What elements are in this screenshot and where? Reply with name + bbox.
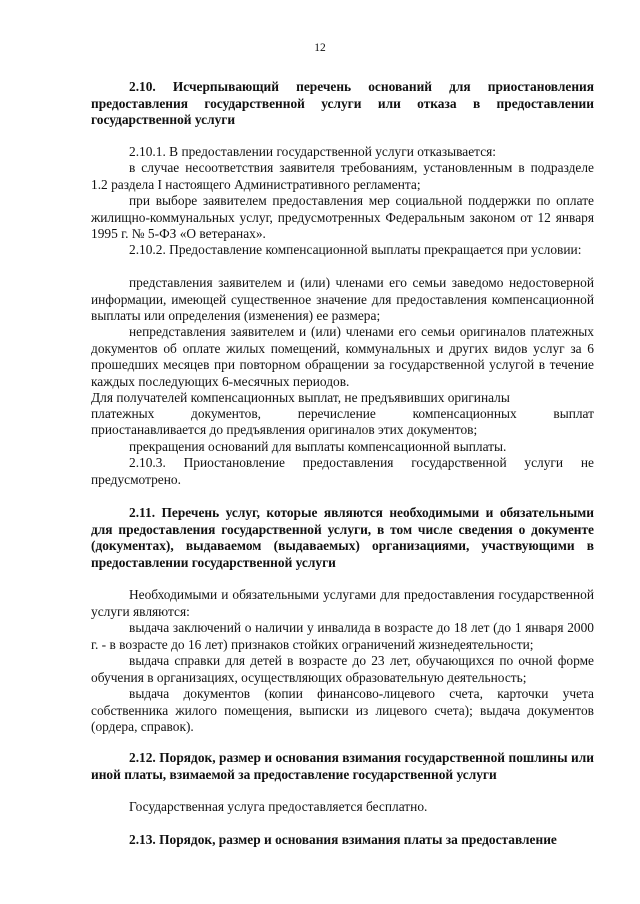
paragraph-2-10-2-note-line-1 bbox=[91, 390, 594, 407]
page-number: 12 bbox=[314, 42, 326, 54]
paragraph-2-10-1: 2.10.1. В предоставлении государственной услуги отказывается: bbox=[129, 144, 497, 159]
paragraph-2-10-2: 2.10.2. Предоставление компенсационной выплаты прекращается при условии: bbox=[129, 242, 582, 257]
paragraph-2-10-2-item-3: прекращения оснований для выплаты компенсационной выплаты. bbox=[129, 439, 507, 454]
paragraph-2-10-3: 2.10.3. Приостановление предоставления государственной услуги не предусмотрено. bbox=[91, 455, 594, 487]
paragraph-2-10-2-item-1: представления заявителем и (или) членами его семьи заведомо недостоверной информации, имеющей существенное значение для предоставления компенсационной выплаты или определения (изменения) ее размера; bbox=[91, 275, 594, 323]
paragraph-2-10-2-note-line-3: приостанавливается до предъявления оригиналов этих документов; bbox=[91, 422, 478, 437]
paragraph-2-10-2-item-2: непредставления заявителем и (или) членами его семьи оригиналов платежных документов об оплате жилых помещений, коммунальных и других видов услуг за 6 прошедших месяцев при повторном обращении за государственной услугой в течение каждых последующих 6-месячных периодов. bbox=[91, 324, 594, 389]
paragraph-2-11-item-3: выдача документов (копии финансово-лицевого счета, карточки учета собственника жилого помещения, выписки из лицевого счета); выдача документов (ордера, справок). bbox=[91, 686, 594, 734]
note-word: компенсационных bbox=[412, 406, 517, 421]
section-2-12-heading: 2.12. Порядок, размер и основания взимания государственной пошлины или иной платы, взимаемой за предоставление государственной услуги bbox=[91, 750, 594, 782]
paragraph-2-10-1-item-2: при выборе заявителем предоставления мер социальной поддержки по оплате жилищно-коммунальных услуг, предусмотренных Федеральным законом от 12 января 1995 г. № 5-ФЗ «О ветеранах». bbox=[91, 193, 594, 241]
paragraph-2-10-1-item-1: в случае несоответствия заявителя требованиям, установленным в подразделе 1.2 раздела I настоящего Административного регламента; bbox=[91, 160, 594, 192]
section-2-11-heading: 2.11. Перечень услуг, которые являются необходимыми и обязательными для предоставления государственной услуги, в том числе сведения о документе (документах), выдаваемом (выдаваемых) организациями, участвующими в предоставлении государственной услуги bbox=[91, 505, 594, 570]
paragraph-2-11-item-1: выдача заключений о наличии у инвалида в возрасте до 18 лет (до 1 января 2000 г. - в возрасте до 16 лет) признаков стойких ограничений жизнедеятельности; bbox=[91, 620, 594, 652]
note-word: перечисление bbox=[297, 406, 376, 421]
paragraph-2-11-item-2: выдача справки для детей в возрасте до 23 лет, обучающихся по очной форме обучения в организациях, осуществляющих образовательную деятельность; bbox=[91, 653, 594, 685]
section-2-10-heading: 2.10. Исчерпывающий перечень оснований для приостановления предоставления государственной услуги или отказа в предоставлении государственной услуги bbox=[91, 79, 594, 127]
note-word: платежных bbox=[91, 406, 155, 421]
section-2-13-heading: 2.13. Порядок, размер и основания взимания платы за предоставление bbox=[129, 832, 557, 847]
note-word: документов, bbox=[191, 406, 262, 421]
paragraph-2-10-2-note-line-2 bbox=[91, 406, 594, 423]
paragraph-2-12: Государственная услуга предоставляется бесплатно. bbox=[129, 799, 428, 814]
note-line-1-text: Для получателей компенсационных выплат, не предъявивших оригиналы bbox=[91, 390, 510, 405]
note-word: выплат bbox=[553, 406, 594, 421]
paragraph-2-11-intro: Необходимыми и обязательными услугами для предоставления государственной услуги являются: bbox=[91, 587, 594, 619]
